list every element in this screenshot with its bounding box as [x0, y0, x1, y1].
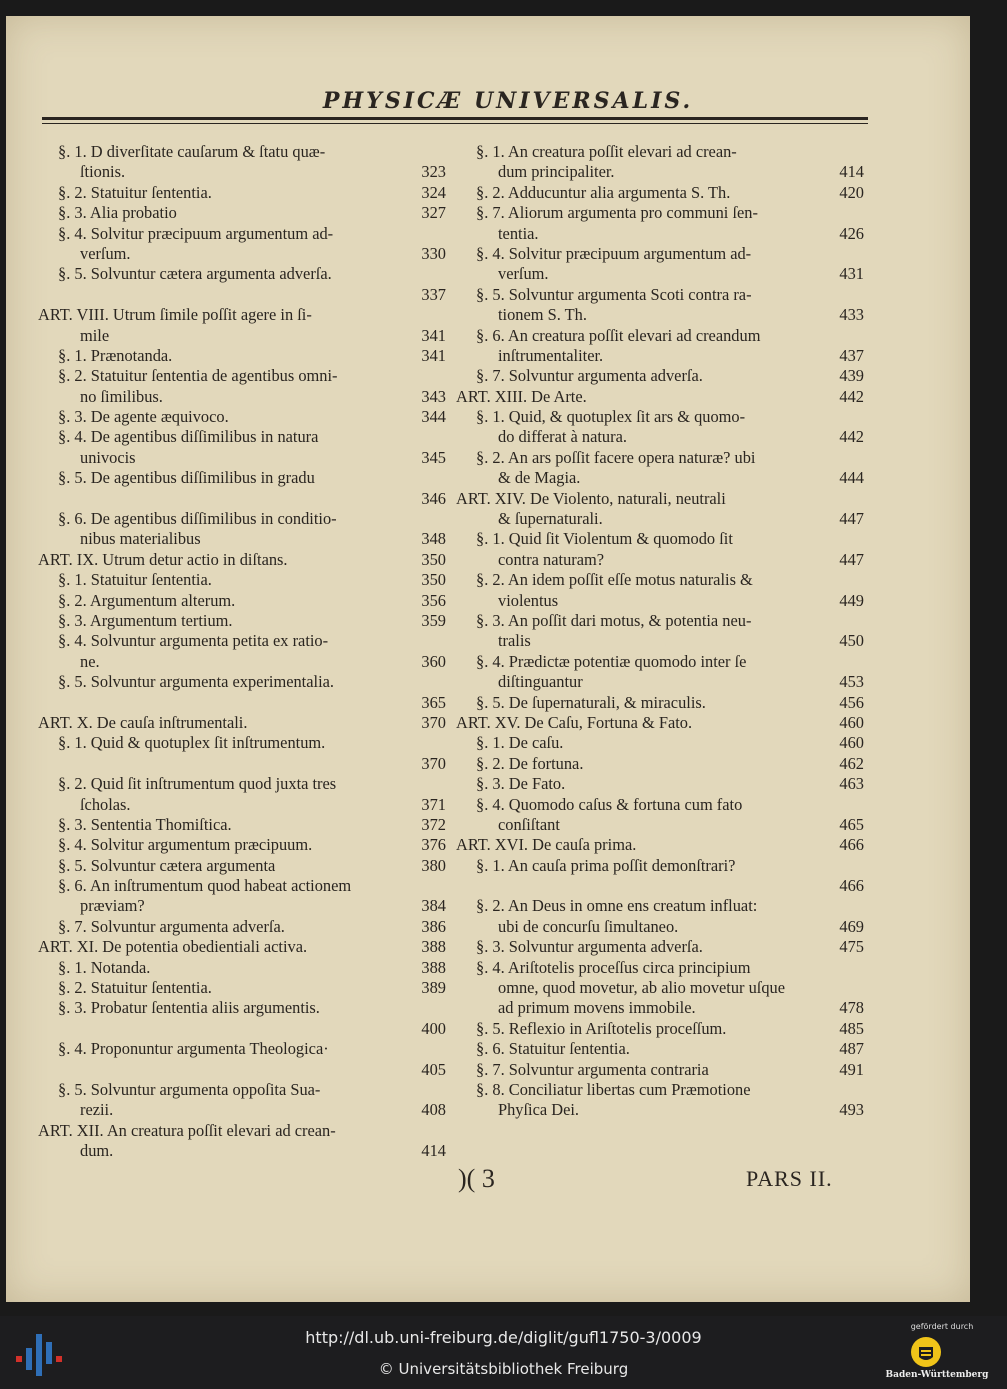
toc-page-number: 466: [839, 835, 864, 855]
toc-page-number: 323: [421, 162, 446, 182]
toc-entry-text: §. 2. De fortuna. 462: [476, 753, 864, 773]
toc-entry-text: ſtionis. 323: [80, 162, 446, 182]
toc-section-entry: [38, 346, 450, 366]
toc-entry-text: ad primum movens immobile. 478: [498, 998, 864, 1018]
toc-entry-text: §. 1. Prænotanda. 341: [58, 345, 446, 365]
toc-page-number: 431: [839, 264, 864, 284]
toc-entry-text: ART. XIV. De Violento, naturali, neutrali: [456, 488, 726, 508]
toc-section-entry: [38, 427, 450, 468]
toc-section-entry: [38, 774, 450, 815]
toc-entry-text: tentia. 426: [498, 223, 864, 243]
toc-page-number: 426: [839, 223, 864, 243]
toc-page-number: 359: [421, 610, 446, 630]
toc-section-entry: [456, 774, 868, 794]
toc-page-number: 350: [421, 570, 446, 590]
toc-entry-text: §. 4. Solvitur argumentum præcipuum. 376: [58, 835, 446, 855]
toc-section-entry: [38, 856, 450, 876]
toc-section-entry: [38, 876, 450, 917]
toc-entry-text: ART. XI. De potentia obedientiali activa. 388: [38, 937, 446, 957]
toc-entry-text: tralis 450: [498, 631, 864, 651]
toc-entry-text: §. 3. An poſſit dari motus, & potentia neu-: [476, 610, 752, 630]
toc-section-entry: [456, 142, 868, 183]
toc-entry-text: §. 2. Statuitur ſententia. 389: [58, 978, 446, 998]
toc-page-number: 442: [839, 386, 864, 406]
toc-entry-text: & de Magia. 444: [498, 468, 864, 488]
toc-page-number: 449: [839, 590, 864, 610]
toc-article-entry: [456, 489, 868, 530]
toc-section-entry: [456, 693, 868, 713]
toc-entry-text: §. 3. Argumentum tertium. 359: [58, 610, 446, 630]
toc-entry-text: ART. X. De cauſa inſtrumentali. 370: [38, 712, 446, 732]
toc-page-number: 330: [421, 243, 446, 263]
toc-section-entry: [38, 142, 450, 183]
toc-page-number: 414: [421, 1141, 446, 1161]
toc-page-number: 346: [421, 488, 446, 508]
toc-section-entry: [38, 1080, 450, 1121]
toc-section-entry: [38, 224, 450, 265]
toc-entry-text: §. 2. Statuitur ſententia. 324: [58, 182, 446, 202]
toc-entry-text: §. 1. De caſu. 460: [476, 733, 864, 753]
toc-entry-text: §. 1. An cauſa prima poſſit demonſtrari?: [476, 855, 736, 875]
toc-page-number: 462: [839, 753, 864, 773]
toc-section-entry: [456, 529, 868, 570]
toc-section-entry: [38, 509, 450, 550]
toc-page-number: 456: [839, 692, 864, 712]
toc-section-entry: [38, 366, 450, 407]
toc-page-number: 465: [839, 814, 864, 834]
toc-entry-text: §. 3. Sententia Thomiſtica. 372: [58, 814, 446, 834]
toc-entry-text: §. 2. Argumentum alterum. 356: [58, 590, 446, 610]
toc-entry-text: §. 5. Solvuntur cætera argumenta 380: [58, 855, 446, 875]
copyright-notice: © Universitätsbibliothek Freiburg: [378, 1360, 629, 1378]
toc-entry-text: §. 6. Statuitur ſententia. 487: [476, 1039, 864, 1059]
toc-page-number: 460: [839, 712, 864, 732]
toc-entry-text: dum principaliter. 414: [498, 162, 864, 182]
toc-page-number: 487: [839, 1039, 864, 1059]
toc-entry-text: §. 3. Solvuntur argumenta adverſa. 475: [476, 937, 864, 957]
toc-section-entry: [456, 1039, 868, 1059]
toc-page-number: 386: [421, 916, 446, 936]
toc-entry-text: verſum. 431: [498, 264, 864, 284]
toc-entry-text: ART. XV. De Caſu, Fortuna & Fato. 460: [456, 712, 864, 732]
toc-section-entry: [456, 896, 868, 937]
toc-entry-text: §. 3. De Fato. 463: [476, 774, 864, 794]
toc-page-number: 365: [421, 692, 446, 712]
toc-page-number: 372: [421, 814, 446, 834]
toc-entry-text: mile 341: [80, 325, 446, 345]
toc-section-entry: [456, 754, 868, 774]
toc-section-entry: [38, 183, 450, 203]
toc-article-entry: [456, 713, 868, 733]
toc-entry-text: rezii. 408: [80, 1100, 446, 1120]
toc-entry-text: §. 6. An creatura poſſit elevari ad creandum: [476, 325, 761, 345]
toc-entry-text: verſum. 330: [80, 243, 446, 263]
signature-mark: )( 3: [458, 1164, 495, 1193]
toc-section-entry: [38, 591, 450, 611]
running-head: PHYSICÆ UNIVERSALIS.: [322, 88, 694, 114]
toc-section-entry: [456, 611, 868, 652]
toc-section-entry: [38, 672, 450, 713]
toc-entry-text: inſtrumentaliter. 437: [498, 345, 864, 365]
toc-page-number: 453: [839, 672, 864, 692]
toc-section-entry: [456, 1080, 868, 1121]
toc-page-line: [38, 754, 450, 774]
toc-page-number: 356: [421, 590, 446, 610]
toc-entry-text: §. 1. Quid, & quotuplex ſit ars & quomo-: [476, 407, 746, 427]
toc-page-number: 460: [839, 733, 864, 753]
toc-entry-text: §. 5. Solvuntur argumenta oppoſita Sua-: [58, 1079, 321, 1099]
toc-page-number: 371: [421, 794, 446, 814]
toc-entry-text: conſiſtant 465: [498, 814, 864, 834]
toc-entry-text: §. 8. Conciliatur libertas cum Præmotione: [476, 1079, 751, 1099]
toc-section-entry: [456, 937, 868, 957]
book-page: [6, 16, 970, 1302]
toc-page-number: 384: [421, 896, 446, 916]
toc-section-entry: [38, 815, 450, 835]
toc-entry-text: dum. 414: [80, 1141, 446, 1161]
toc-entry-text: §. 1. D diverſitate cauſarum & ſtatu quæ-: [58, 142, 326, 161]
toc-entry-text: tionem S. Th. 433: [498, 305, 864, 325]
toc-entry-text: Phyſica Dei. 493: [498, 1100, 864, 1120]
toc-page-number: 344: [421, 407, 446, 427]
toc-article-entry: [456, 387, 868, 407]
toc-entry-text: §. 4. Quomodo caſus & fortuna cum fato: [476, 794, 743, 814]
toc-entry-text: nibus materialibus 348: [80, 529, 446, 549]
toc-entry-text: ne. 360: [80, 651, 446, 671]
toc-section-entry: [456, 570, 868, 611]
toc-entry-text: §. 5. De agentibus diſſimilibus in gradu: [58, 468, 315, 488]
toc-section-entry: [456, 1060, 868, 1080]
toc-section-entry: [456, 1019, 868, 1039]
toc-section-entry: [38, 835, 450, 855]
state-coat-of-arms-icon: [910, 1336, 942, 1368]
toc-entry-text: §. 4. Prædictæ potentiæ quomodo inter ſe: [476, 651, 747, 671]
toc-entry-text: §. 4. Proponuntur argumenta Theologica·: [58, 1039, 329, 1059]
toc-section-entry: [456, 795, 868, 836]
toc-entry-text: §. 1. An creatura poſſit elevari ad crean-: [476, 142, 737, 161]
toc-entry-text: ART. XIII. De Arte. 442: [456, 386, 864, 406]
toc-page-number: 475: [839, 937, 864, 957]
sponsor-name: Baden-Württemberg: [885, 1370, 989, 1380]
toc-entry-text: ART. XII. An creatura poſſit elevari ad crean-: [38, 1120, 336, 1140]
toc-entry-text: §. 5. Solvuntur argumenta Scoti contra ra-: [476, 284, 752, 304]
toc-page-number: 466: [839, 876, 864, 896]
toc-page-number: 376: [421, 835, 446, 855]
toc-page-number: 343: [421, 386, 446, 406]
toc-entry-text: ART. VIII. Utrum ſimile poſſit agere in ſi-: [38, 305, 312, 325]
toc-entry-text: §. 5. Solvuntur argumenta experimentalia.: [58, 672, 334, 692]
toc-entry-text: §. 2. An Deus in omne ens creatum influat:: [476, 896, 758, 916]
toc-article-entry: [456, 835, 868, 855]
toc-section-entry: [38, 998, 450, 1039]
toc-page-number: 420: [839, 182, 864, 202]
toc-entry-text: §. 4. Solvitur præcipuum argumentum ad-: [58, 223, 334, 243]
toc-entry-text: §. 5. De ſupernaturali, & miraculis. 456: [476, 692, 864, 712]
toc-entry-text: §. 3. Probatur ſententia aliis argumentis.: [58, 998, 320, 1018]
toc-section-entry: [456, 285, 868, 326]
toc-entry-text: omne, quod movetur, ab alio movetur uſque: [498, 978, 786, 998]
toc-entry-text: & ſupernaturali. 447: [498, 509, 864, 529]
toc-entry-text: §. 3. De agente æquivoco. 344: [58, 407, 446, 427]
toc-section-entry: [38, 733, 450, 774]
toc-page-number: 439: [839, 366, 864, 386]
toc-entry-text: §. 4. De agentibus diſſimilibus in natura: [58, 427, 319, 447]
toc-page-number: 389: [421, 978, 446, 998]
toc-left-column: [38, 142, 450, 1162]
toc-page-number: 388: [421, 957, 446, 977]
toc-page-number: 405: [421, 1059, 446, 1079]
toc-page-number: 447: [839, 549, 864, 569]
toc-page-number: 348: [421, 529, 446, 549]
toc-page-number: 437: [839, 345, 864, 365]
toc-entry-text: §. 2. An ars poſſit facere opera naturæ? ubi: [476, 447, 756, 467]
toc-entry-text: §. 1. Statuitur ſententia. 350: [58, 570, 446, 590]
toc-article-entry: [38, 713, 450, 733]
toc-page-number: 447: [839, 509, 864, 529]
toc-entry-text: §. 5. Reflexio in Ariſtotelis proceſſum. 485: [476, 1018, 864, 1038]
toc-page-number: 341: [421, 325, 446, 345]
toc-section-entry: [38, 203, 450, 223]
toc-page-number: 370: [421, 712, 446, 732]
toc-page-number: 450: [839, 631, 864, 651]
toc-section-entry: [38, 631, 450, 672]
toc-entry-text: §. 7. Solvuntur argumenta adverſa. 386: [58, 916, 446, 936]
toc-section-entry: [456, 856, 868, 897]
toc-page-number: 380: [421, 855, 446, 875]
toc-entry-text: ART. IX. Utrum detur actio in diſtans. 350: [38, 549, 446, 569]
toc-entry-text: §. 2. An idem poſſit eſſe motus naturalis &: [476, 570, 753, 590]
toc-entry-text: ſcholas. 371: [80, 794, 446, 814]
toc-entry-text: §. 4. Solvuntur argumenta petita ex ratio-: [58, 631, 329, 651]
toc-page-number: 485: [839, 1018, 864, 1038]
toc-section-entry: [456, 733, 868, 753]
toc-entry-text: no ſimilibus. 343: [80, 386, 446, 406]
toc-entry-text: præviam? 384: [80, 896, 446, 916]
toc-article-entry: [38, 550, 450, 570]
toc-entry-text: §. 3. Alia probatio 327: [58, 203, 446, 223]
toc-entry-text: ART. XVI. De cauſa prima. 466: [456, 835, 864, 855]
toc-section-entry: [38, 570, 450, 590]
toc-section-entry: [456, 652, 868, 693]
toc-page-number: 491: [839, 1059, 864, 1079]
toc-page-number: 350: [421, 549, 446, 569]
toc-section-entry: [38, 611, 450, 631]
toc-page-number: 442: [839, 427, 864, 447]
toc-entry-text: §. 4. Solvitur præcipuum argumentum ad-: [476, 243, 752, 263]
toc-page-number: 324: [421, 182, 446, 202]
toc-page-line: [456, 876, 868, 896]
toc-section-entry: [456, 244, 868, 285]
toc-section-entry: [456, 366, 868, 386]
toc-entry-text: ubi de concurſu ſimultaneo. 469: [498, 916, 864, 936]
toc-entry-text: §. 2. Statuitur ſententia de agentibus omni-: [58, 366, 338, 386]
toc-section-entry: [38, 978, 450, 998]
sponsor-caption: gefördert durch: [910, 1322, 974, 1331]
toc-page-number: 345: [421, 447, 446, 467]
toc-page-line: [38, 1060, 450, 1080]
toc-page-line: [38, 489, 450, 509]
toc-section-entry: [38, 468, 450, 509]
toc-entry-text: §. 1. Quid ſit Violentum & quomodo ſit: [476, 529, 733, 549]
document-url[interactable]: http://dl.ub.uni-freiburg.de/diglit/gufl1750-3/0009: [305, 1328, 702, 1347]
toc-page-line: [38, 285, 450, 305]
toc-article-entry: [38, 305, 450, 346]
toc-page-number: 370: [421, 753, 446, 773]
toc-entry-text: diſtinguantur 453: [498, 672, 864, 692]
toc-page-number: 341: [421, 345, 446, 365]
toc-entry-text: §. 6. De agentibus diſſimilibus in conditio-: [58, 509, 337, 529]
toc-entry-text: §. 1. Quid & quotuplex ſit inſtrumentum.: [58, 733, 326, 753]
toc-section-entry: [456, 448, 868, 489]
toc-entry-text: §. 6. An inſtrumentum quod habeat actionem: [58, 876, 352, 896]
toc-entry-text: §. 7. Solvuntur argumenta adverſa. 439: [476, 366, 864, 386]
toc-section-entry: [38, 917, 450, 937]
toc-page-number: 414: [839, 162, 864, 182]
toc-entry-text: §. 7. Aliorum argumenta pro communi ſen-: [476, 203, 758, 223]
toc-page-line: [38, 693, 450, 713]
toc-article-entry: [38, 1121, 450, 1162]
toc-entry-text: violentus 449: [498, 590, 864, 610]
toc-page-number: 493: [839, 1100, 864, 1120]
catchword: PARS II.: [746, 1166, 833, 1191]
toc-page-number: 408: [421, 1100, 446, 1120]
toc-entry-text: §. 2. Quid ſit inſtrumentum quod juxta tres: [58, 774, 337, 794]
toc-entry-text: §. 1. Notanda. 388: [58, 957, 446, 977]
toc-section-entry: [38, 1039, 450, 1080]
toc-section-entry: [38, 264, 450, 305]
toc-section-entry: [456, 183, 868, 203]
header-rule: [42, 117, 868, 124]
toc-page-number: 469: [839, 916, 864, 936]
toc-section-entry: [456, 958, 868, 1019]
toc-section-entry: [456, 203, 868, 244]
toc-page-number: 444: [839, 468, 864, 488]
toc-page-number: 360: [421, 651, 446, 671]
toc-section-entry: [38, 407, 450, 427]
toc-entry-text: do differat à natura. 442: [498, 427, 864, 447]
toc-right-column: [456, 142, 868, 1121]
toc-entry-text: univocis 345: [80, 447, 446, 467]
toc-section-entry: [38, 958, 450, 978]
toc-page-number: 337: [421, 284, 446, 304]
toc-page-number: 388: [421, 937, 446, 957]
toc-section-entry: [456, 407, 868, 448]
toc-entry-text: §. 7. Solvuntur argumenta contraria 491: [476, 1059, 864, 1079]
toc-entry-text: §. 2. Adducuntur alia argumenta S. Th. 420: [476, 182, 864, 202]
toc-entry-text: §. 5. Solvuntur cætera argumenta adverſa.: [58, 264, 332, 284]
toc-section-entry: [456, 326, 868, 367]
toc-entry-text: contra naturam? 447: [498, 549, 864, 569]
toc-page-number: 400: [421, 1018, 446, 1038]
toc-page-line: [38, 1019, 450, 1039]
toc-page-number: 478: [839, 998, 864, 1018]
toc-page-number: 433: [839, 305, 864, 325]
toc-page-number: 463: [839, 774, 864, 794]
toc-entry-text: §. 4. Ariſtotelis proceſſus circa principium: [476, 957, 751, 977]
toc-article-entry: [38, 937, 450, 957]
toc-page-number: 327: [421, 203, 446, 223]
viewer-footer: [0, 1316, 1007, 1389]
